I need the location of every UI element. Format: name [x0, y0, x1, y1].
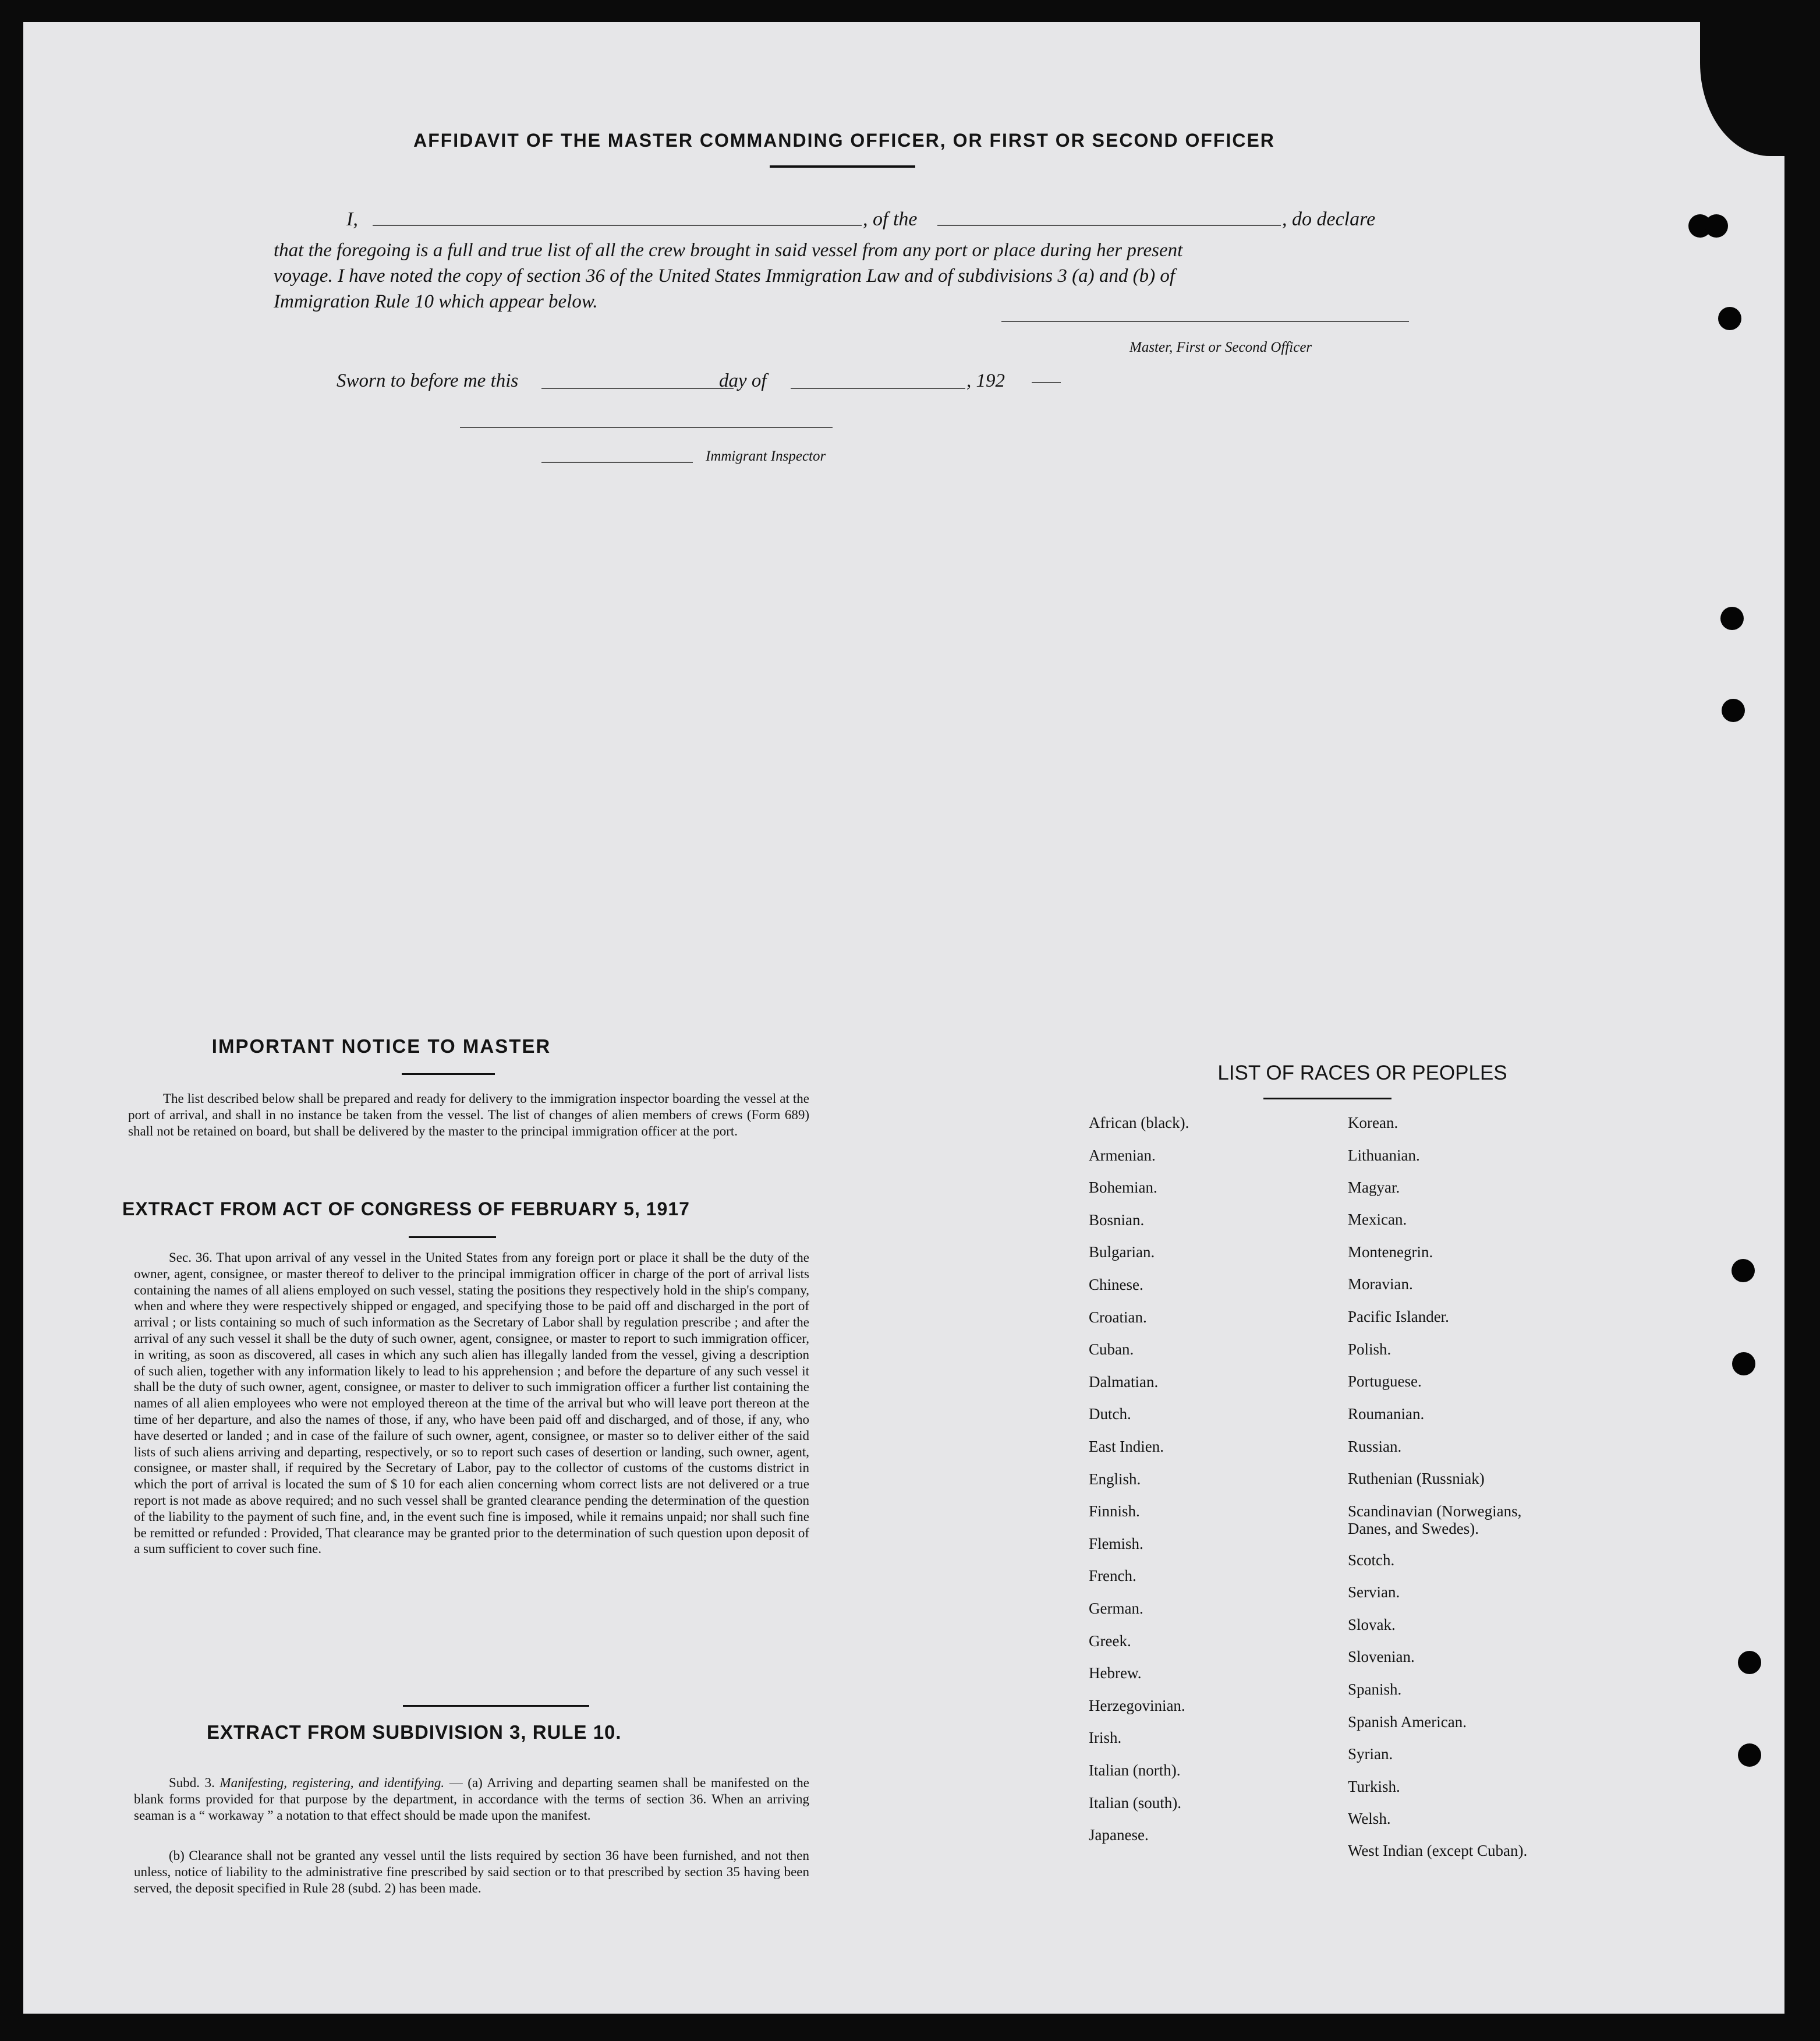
- signature-line: [1001, 321, 1409, 322]
- rule-para-a-text: — (a) Arriving and departing seamen shall be manifested on the blank forms provided for that purpose by the department, in accordance with the terms of section 36. When an arriving seaman is a “ workaway ” a notation to that effect should be made upon the manifest.: [134, 1775, 809, 1823]
- race-item: Turkish.: [1348, 1778, 1400, 1795]
- extract-act-title: EXTRACT FROM ACT OF CONGRESS OF FEBRUARY 5, 1917: [122, 1198, 690, 1219]
- year-label: , 192: [966, 370, 1005, 391]
- race-item: Irish.: [1089, 1729, 1122, 1746]
- affidavit-i-label: I,: [346, 208, 358, 230]
- race-item: Scandinavian (Norwegians,: [1348, 1502, 1522, 1520]
- races-column-1: [1089, 1114, 1333, 1883]
- affidavit-body-line2: voyage. I have noted the copy of section 36 of the United States Immigration Law and of subdivisions 3 (a) and (b) of: [274, 266, 1175, 286]
- race-item: Polish.: [1348, 1340, 1391, 1358]
- race-item: Cuban.: [1089, 1340, 1134, 1358]
- affidavit-declare-label: , do declare: [1282, 208, 1376, 230]
- vessel-field-line: [937, 225, 1281, 226]
- race-item: Spanish.: [1348, 1681, 1402, 1698]
- race-item: Slovenian.: [1348, 1648, 1415, 1665]
- races-title: LIST OF RACES OR PEOPLES: [1217, 1062, 1507, 1084]
- race-item: Welsh.: [1348, 1810, 1391, 1827]
- notice-rule: [402, 1073, 495, 1075]
- punch-hole: [1732, 1352, 1755, 1375]
- punch-hole: [1738, 1743, 1761, 1767]
- extract-rule-para-a: [134, 1775, 809, 1824]
- inspector-caption: Immigrant Inspector: [706, 448, 826, 464]
- race-item: Korean.: [1348, 1114, 1398, 1131]
- sworn-label: Sworn to before me this: [337, 370, 519, 391]
- race-item: Scotch.: [1348, 1551, 1395, 1569]
- race-item: Roumanian.: [1348, 1405, 1425, 1423]
- race-item: Bohemian.: [1089, 1179, 1157, 1196]
- race-item: Slovak.: [1348, 1616, 1396, 1633]
- sworn-month-line: [791, 388, 965, 389]
- race-item: Armenian.: [1089, 1147, 1156, 1164]
- name-field-line: [373, 225, 862, 226]
- races-column-2: [1348, 1114, 1616, 1883]
- notice-text: The list described below shall be prepared and ready for delivery to the immigration inspector boarding the vessel at the port of arrival, and shall in no instance be taken from the vessel. The list of changes of alien members of crews (Form 689) shall not be retained on board, but shall be delivered by the master to the principal immigration officer at the port.: [128, 1091, 809, 1138]
- document-page: [23, 22, 1784, 2014]
- affidavit-body-line1: that the foregoing is a full and true list of all the crew brought in said vessel from any port or place during her present: [274, 240, 1183, 261]
- race-item: English.: [1089, 1470, 1141, 1488]
- race-item: Magyar.: [1348, 1179, 1400, 1196]
- race-item: Japanese.: [1089, 1826, 1149, 1844]
- rule-para-a-heading: Manifesting, registering, and identifying.: [219, 1775, 445, 1790]
- race-item: Portuguese.: [1348, 1373, 1422, 1390]
- year-line: [1032, 382, 1061, 383]
- race-item: Moravian.: [1348, 1275, 1413, 1293]
- races-rule: [1263, 1098, 1391, 1099]
- punch-hole: [1705, 214, 1728, 238]
- race-item: East Indien.: [1089, 1438, 1164, 1455]
- race-item: West Indian (except Cuban).: [1348, 1842, 1528, 1859]
- race-item: Servian.: [1348, 1583, 1400, 1601]
- race-item: African (black).: [1089, 1114, 1189, 1131]
- race-item: Ruthenian (Russniak): [1348, 1470, 1485, 1487]
- race-item: Mexican.: [1348, 1211, 1407, 1228]
- race-item: Chinese.: [1089, 1276, 1143, 1293]
- race-item: Italian (south).: [1089, 1794, 1181, 1812]
- title-rule: [770, 165, 915, 168]
- extract-act-text: Sec. 36. That upon arrival of any vessel in the United States from any foreign port or place it shall be the duty of the owner, agent, consignee, or master thereof to deliver to the principal immigration officer in charge of the port of arrival lists containing the names of all aliens employed on such vessel, stating the positions they respectively hold in the ship's company, when and where they were respectively shipped or engaged, and specifying those to be paid off and discharged in the port of arrival ; or lists containing so much of such information as the Secretary of Labor shall by regulation prescribe ; and after the arrival of any such vessel it shall be the duty of such owner, agent, consignee, or master to report to such immigration officer, in writing, as soon as discovered, all cases in which any such alien has illegally landed from the vessel, giving a description of such alien, together with any information likely to lead to his apprehension ; and before the departure of any such vessel it shall be the duty of such owner, agent, consignee, or master to deliver to such immigration officer a further list containing the names of all alien employees who were not employed thereon at the time of the arrival but who will leave port thereon at the time of her departure, and also the names of those, if any, who have been paid off and discharged, and of those, if any, who have deserted or landed ; and in case of the failure of such owner, agent, consignee, or master so to deliver either of the said lists of such aliens arriving and departing, respectively, or so to report such cases of desertion or landing, such owner, agent, consignee, or master shall, if required by the Secretary of Labor, pay to the collector of customs of the customs district in which the port of arrival is located the sum of $ 10 for each alien concerning whom correct lists are not delivered or a true report is not made as above required; and no such vessel shall be granted clearance pending the determination of the question of the liability to the payment of such fine, and, in the event such fine is imposed, while it remains unpaid; nor shall such fine be remitted or refunded : Provided, That clearance may be granted prior to the determination of such question upon deposit of a sum sufficient to cover such fine.: [134, 1250, 809, 1557]
- race-item: Spanish American.: [1348, 1713, 1467, 1731]
- race-item: Dutch.: [1089, 1405, 1131, 1423]
- punch-hole: [1720, 607, 1744, 630]
- notice-title: IMPORTANT NOTICE TO MASTER: [211, 1035, 551, 1057]
- race-item: Montenegrin.: [1348, 1243, 1433, 1261]
- race-item: Italian (north).: [1089, 1761, 1181, 1779]
- extract-rule-title: EXTRACT FROM SUBDIVISION 3, RULE 10.: [207, 1721, 622, 1743]
- punch-hole: [1718, 307, 1741, 330]
- race-item: Pacific Islander.: [1348, 1308, 1449, 1325]
- race-item: German.: [1089, 1600, 1143, 1617]
- inspector-line-2: [541, 462, 693, 463]
- extract-rule-para-b: (b) Clearance shall not be granted any vessel until the lists required by section 36 have been furnished, and not then unless, notice of liability to the administrative fine prescribed by said section or to that prescribed by section 35 having been served, the deposit specified in Rule 28 (subd. 2) has been made.: [134, 1848, 809, 1895]
- sworn-day-line: [541, 388, 734, 389]
- rule-para-a-prefix: Subd. 3.: [169, 1775, 215, 1790]
- race-item: Russian.: [1348, 1438, 1402, 1455]
- race-item: Bulgarian.: [1089, 1243, 1155, 1261]
- affidavit-body: [274, 238, 1426, 314]
- race-item: Flemish.: [1089, 1535, 1143, 1552]
- race-item: Hebrew.: [1089, 1664, 1142, 1682]
- signature-caption: Master, First or Second Officer: [1129, 339, 1312, 355]
- race-item: Greek.: [1089, 1632, 1131, 1650]
- race-item: Syrian.: [1348, 1745, 1393, 1763]
- race-item: Finnish.: [1089, 1502, 1140, 1520]
- race-item: French.: [1089, 1567, 1136, 1584]
- affidavit-body-line3: Immigration Rule 10 which appear below.: [274, 291, 598, 312]
- race-item: Bosnian.: [1089, 1211, 1145, 1229]
- race-item: Danes, and Swedes).: [1348, 1520, 1479, 1537]
- race-item: Lithuanian.: [1348, 1147, 1420, 1164]
- inspector-line-1: [460, 427, 833, 428]
- extract-act-end-rule: [403, 1705, 589, 1707]
- extract-act-rule: [409, 1236, 496, 1238]
- affidavit-of-the-label: , of the: [863, 208, 918, 230]
- affidavit-title: AFFIDAVIT OF THE MASTER COMMANDING OFFICER, OR FIRST OR SECOND OFFICER: [413, 130, 1275, 151]
- race-item: Croatian.: [1089, 1308, 1147, 1326]
- punch-hole: [1732, 1259, 1755, 1282]
- punch-hole: [1738, 1651, 1761, 1674]
- punch-hole: [1722, 699, 1745, 722]
- race-item: Dalmatian.: [1089, 1373, 1159, 1391]
- race-item: Herzegovinian.: [1089, 1697, 1185, 1714]
- day-of-label: day of: [719, 370, 767, 391]
- torn-corner: [1700, 22, 1784, 156]
